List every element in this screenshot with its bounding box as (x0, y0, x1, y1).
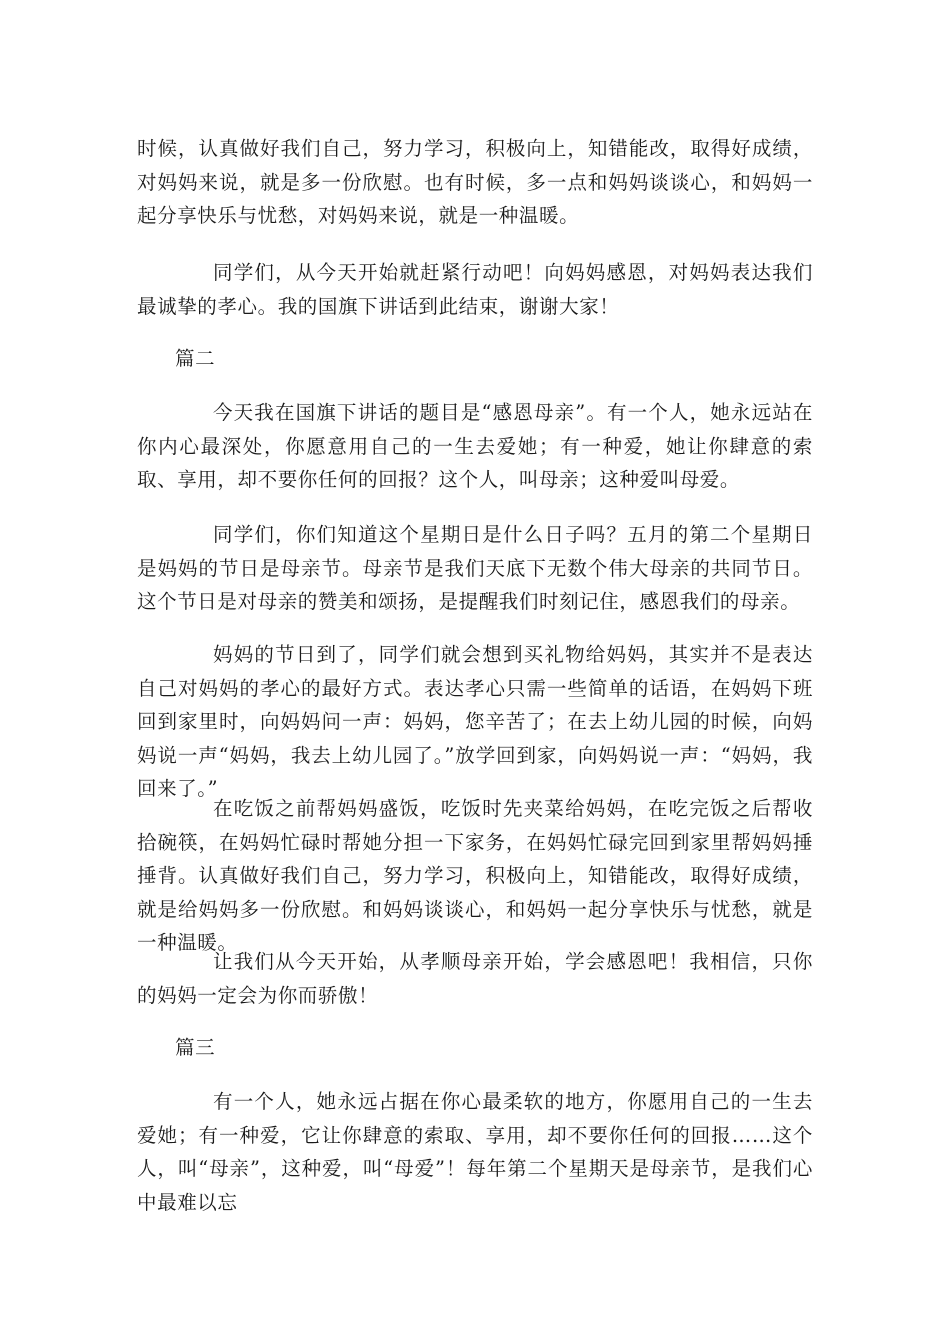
paragraph-2: 同学们，从今天开始就赶紧行动吧！向妈妈感恩，对妈妈表达我们最诚挚的孝心。我的国旗下讲话到此结束，谢谢大家！ (137, 261, 813, 318)
paragraph-5: 妈妈的节日到了，同学们就会想到买礼物给妈妈，其实并不是表达自己对妈妈的孝心的最好方式。表达孝心只需一些简单的话语，在妈妈下班回到家里时，向妈妈问一声：妈妈，您辛苦了；在去上幼儿园的时候，向妈妈说一声“妈妈，我去上幼儿园了。”放学回到家，向妈妈说一声：“妈妈，我回来了。” (137, 643, 813, 800)
section-heading-3: 篇三 (175, 1036, 216, 1059)
paragraph-8: 有一个人，她永远占据在你心最柔软的地方，你愿用自己的一生去爱她；有一种爱，它让你肆意的索取、享用，却不要你任何的回报……这个人，叫“母亲”，这种爱，叫“母爱”！每年第二个星期天是母亲节，是我们心中最难以忘 (137, 1090, 813, 1214)
paragraph-6: 在吃饭之前帮妈妈盛饭，吃饭时先夹菜给妈妈，在吃完饭之后帮收拾碗筷，在妈妈忙碌时帮她分担一下家务，在妈妈忙碌完回到家里帮妈妈捶捶背。认真做好我们自己，努力学习，积极向上，知错能改，取得好成绩，就是给妈妈多一份欣慰。和妈妈谈谈心，和妈妈一起分享快乐与忧愁，就是一种温暖。 (137, 797, 813, 954)
paragraph-4: 同学们，你们知道这个星期日是什么日子吗？五月的第二个星期日是妈妈的节日是母亲节。母亲节是我们天底下无数个伟大母亲的共同节日。这个节日是对母亲的赞美和颂扬，是提醒我们时刻记住，感恩我们的母亲。 (137, 523, 813, 613)
paragraph-7: 让我们从今天开始，从孝顺母亲开始，学会感恩吧！我相信，只你的妈妈一定会为你而骄傲！ (137, 950, 813, 1007)
paragraph-1: 时候，认真做好我们自己，努力学习，积极向上，知错能改，取得好成绩，对妈妈来说，就是多一份欣慰。也有时候，多一点和妈妈谈谈心，和妈妈一起分享快乐与忧愁，对妈妈来说，就是一种温暖。 (137, 137, 813, 227)
section-heading-2: 篇二 (175, 347, 216, 370)
paragraph-3: 今天我在国旗下讲话的题目是“感恩母亲”。有一个人，她永远站在你内心最深处，你愿意用自己的一生去爱她；有一种爱，她让你肆意的索取、享用，却不要你任何的回报？这个人，叫母亲；这种爱叫母爱。 (137, 401, 813, 491)
